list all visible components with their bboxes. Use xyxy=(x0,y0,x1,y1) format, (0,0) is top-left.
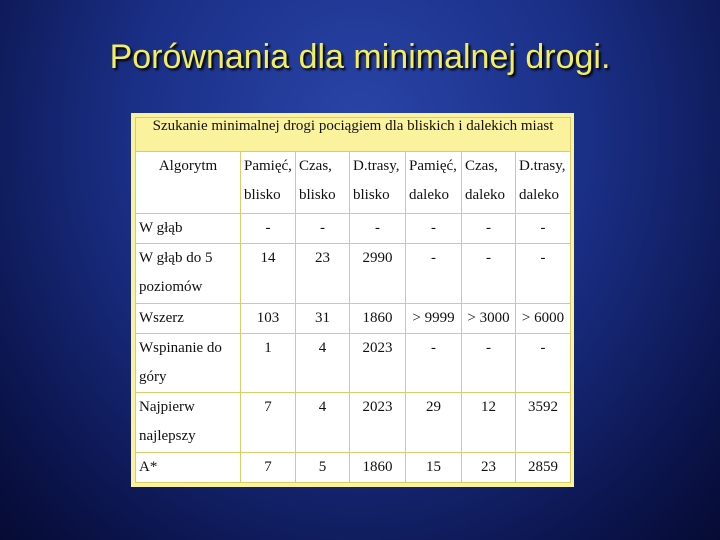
table-cell: - xyxy=(516,213,571,243)
table-cell: 7 xyxy=(241,452,296,482)
table-cell: 31 xyxy=(296,303,350,333)
table-cell: - xyxy=(241,213,296,243)
table-row xyxy=(136,303,571,333)
table-cell: 7 xyxy=(241,393,296,452)
algorithm-name-line: najlepszy xyxy=(139,428,196,445)
slide-title: Porównania dla minimalnej drogi. xyxy=(109,38,611,76)
table-row xyxy=(136,393,571,452)
table-cell: - xyxy=(350,213,406,243)
algorithm-name-line: góry xyxy=(139,368,167,385)
table-cell: - xyxy=(406,244,462,303)
table-cell: > 6000 xyxy=(516,303,571,333)
table-cell: 103 xyxy=(241,303,296,333)
table-cell: 2023 xyxy=(350,333,406,392)
table-cell: > 3000 xyxy=(462,303,516,333)
table-cell: 5 xyxy=(296,452,350,482)
table-cell: 14 xyxy=(241,244,296,303)
column-header xyxy=(462,152,516,214)
column-header-line: Czas, xyxy=(299,158,332,175)
column-header-line: Pamięć, xyxy=(244,158,292,175)
table-cell: 2023 xyxy=(350,393,406,452)
column-header-line: Algorytm xyxy=(158,158,218,175)
table-cell: - xyxy=(516,333,571,392)
column-header xyxy=(136,152,241,214)
algorithm-name-line: Wspinanie do xyxy=(139,339,222,356)
algorithm-name-line: A* xyxy=(139,458,158,475)
table-cell: 2859 xyxy=(516,452,571,482)
column-header-line: D.trasy, xyxy=(353,158,400,175)
column-header xyxy=(406,152,462,214)
table-cell: 3592 xyxy=(516,393,571,452)
table-cell: - xyxy=(462,213,516,243)
table-row xyxy=(136,452,571,482)
column-header-line: blisko xyxy=(244,187,281,204)
table-cell: - xyxy=(406,333,462,392)
table-row xyxy=(136,213,571,243)
table-cell: - xyxy=(462,244,516,303)
table-cell: 2990 xyxy=(350,244,406,303)
algorithm-name xyxy=(136,244,241,303)
column-header-line: daleko xyxy=(465,187,505,204)
algorithm-name-line: poziomów xyxy=(139,279,203,296)
table-cell: > 9999 xyxy=(406,303,462,333)
algorithm-name-line: Wszerz xyxy=(139,309,184,326)
column-header-line: Czas, xyxy=(465,158,498,175)
table-cell: 4 xyxy=(296,393,350,452)
column-header-line: Pamięć, xyxy=(409,158,457,175)
table-cell: - xyxy=(462,333,516,392)
column-header xyxy=(350,152,406,214)
table-cell: 29 xyxy=(406,393,462,452)
column-header xyxy=(296,152,350,214)
comparison-table-frame xyxy=(131,113,574,487)
table-cell: 15 xyxy=(406,452,462,482)
column-header-line: daleko xyxy=(409,187,449,204)
table-cell: 23 xyxy=(462,452,516,482)
algorithm-name-line: W głąb do 5 xyxy=(139,250,213,267)
comparison-table xyxy=(135,117,571,483)
algorithm-name xyxy=(136,213,241,243)
table-cell: - xyxy=(516,244,571,303)
table-cell: 1860 xyxy=(350,452,406,482)
algorithm-name xyxy=(136,393,241,452)
column-header xyxy=(516,152,571,214)
column-header-line: D.trasy, xyxy=(519,158,566,175)
table-cell: 12 xyxy=(462,393,516,452)
table-row xyxy=(136,333,571,392)
table-cell: - xyxy=(406,213,462,243)
table-row xyxy=(136,244,571,303)
algorithm-name xyxy=(136,333,241,392)
table-cell: 23 xyxy=(296,244,350,303)
table-cell: 4 xyxy=(296,333,350,392)
algorithm-name-line: W głąb xyxy=(139,219,183,236)
column-header-line: daleko xyxy=(519,187,559,204)
algorithm-name-line: Najpierw xyxy=(139,399,195,416)
table-cell: 1860 xyxy=(350,303,406,333)
table-caption: Szukanie minimalnej drogi pociągiem dla bliskich i dalekich miast xyxy=(136,118,571,152)
table-cell: 1 xyxy=(241,333,296,392)
algorithm-name xyxy=(136,303,241,333)
table-cell: - xyxy=(296,213,350,243)
column-header-line: blisko xyxy=(353,187,390,204)
algorithm-name xyxy=(136,452,241,482)
column-header xyxy=(241,152,296,214)
column-header-line: blisko xyxy=(299,187,336,204)
